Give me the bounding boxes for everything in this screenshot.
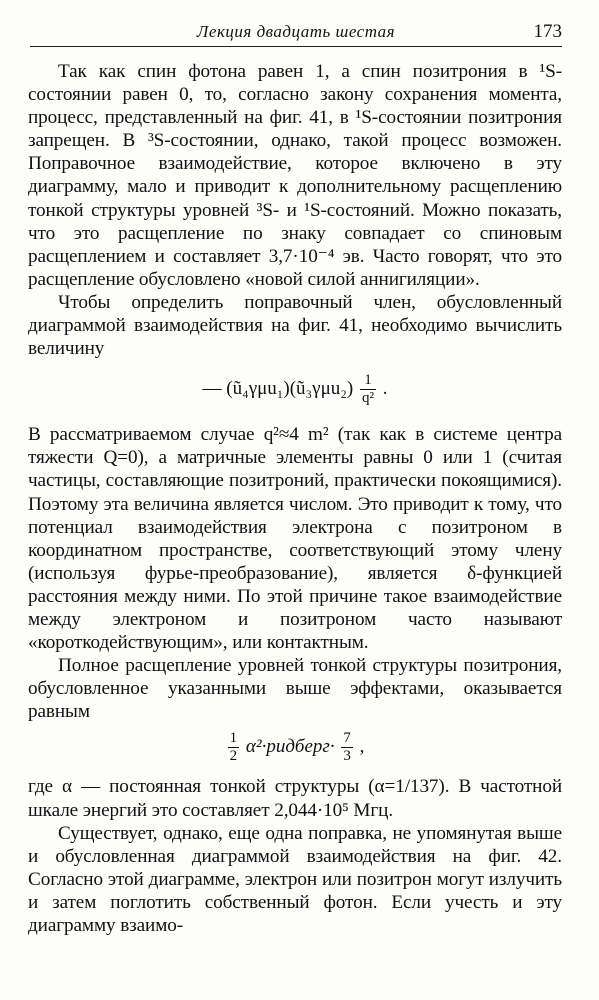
fraction-denominator: q² bbox=[361, 390, 374, 407]
paragraph-4: Полное расщепление уровней тонкой структуры позитрония, обусловленное указанными выше эффектами, оказывается равным bbox=[28, 655, 562, 723]
formula-amplitude-tail: . bbox=[382, 378, 388, 400]
formula-splitting-fraction-2 bbox=[341, 730, 353, 765]
paragraph-6: Существует, однако, еще одна поправка, не упомянутая выше и обусловленная диаграммой взаимодействия на фиг. 42. Согласно этой диаграмме, электрон или позитрон могут излучить и затем поглотить собственный фотон. Если учесть и эту диаграмму взаимо- bbox=[28, 822, 562, 936]
fraction-numerator: 1 bbox=[229, 730, 238, 747]
running-header bbox=[30, 20, 562, 47]
fraction-denominator: 3 bbox=[343, 748, 351, 765]
paragraph-5: где α — постоянная тонкой структуры (α=1/137). В частотной шкале энергий это составляет 2,044·10⁵ Мгц. bbox=[28, 776, 562, 821]
formula-splitting-fraction-1 bbox=[228, 730, 240, 765]
formula-splitting bbox=[28, 730, 562, 765]
fraction-numerator: 1 bbox=[360, 372, 376, 390]
page-number: 173 bbox=[533, 21, 562, 42]
paragraph-1: Так как спин фотона равен 1, а спин позитрония в ¹S-состоянии равен 0, то, согласно закону сохранения момента, процесс, представленный на фиг. 41, в ¹S-состоянии позитрония запрещен. В ³S-состоянии, однако, такой процесс возможен. Поправочное взаимодействие, которое включено в эту диаграмму, мало и приводит к дополнительному расщеплению тонкой структуры уровней ³S- и ¹S-состояний. Можно показать, что это расщепление по знаку совпадает со спиновым расщеплением и составляет 3,7·10⁻⁴ эв. Часто говорят, что это расщепление обусловлено «новой силой аннигиляции». bbox=[28, 61, 562, 290]
formula-amplitude bbox=[28, 372, 562, 407]
paragraph-3: В рассматриваемом случае q²≈4 m² (так как в системе центра тяжести Q=0), а матричные элементы равны 0 или 1 (считая частицы, составляющие позитроний, практически покоящимися). Поэтому эта величина является числом. Это приводит к тому, что потенциал взаимодействия электрона с позитроном в координатном пространстве, соответствующий этому члену (используя фурье-преобразование), является δ-функцией расстояния между ними. По этой причине такое взаимодействие между электроном и позитроном часто называют «короткодействующим», или контактным. bbox=[28, 424, 562, 654]
formula-amplitude-fraction bbox=[360, 372, 376, 407]
formula-splitting-mid: α²·ридберг· bbox=[245, 736, 335, 758]
fraction-denominator: 2 bbox=[229, 748, 238, 765]
formula-amplitude-expr: — (ũ₄γμu₁)(ũ₃γμu₂) bbox=[202, 378, 354, 400]
running-header-title: Лекция двадцать шестая bbox=[196, 22, 396, 41]
paragraph-2: Чтобы определить поправочный член, обусловленный диаграммой взаимодействия на фиг. 41, необходимо вычислить величину bbox=[28, 291, 562, 360]
page-body bbox=[28, 60, 562, 937]
fraction-numerator: 7 bbox=[343, 730, 351, 747]
formula-splitting-tail: , bbox=[359, 736, 365, 758]
